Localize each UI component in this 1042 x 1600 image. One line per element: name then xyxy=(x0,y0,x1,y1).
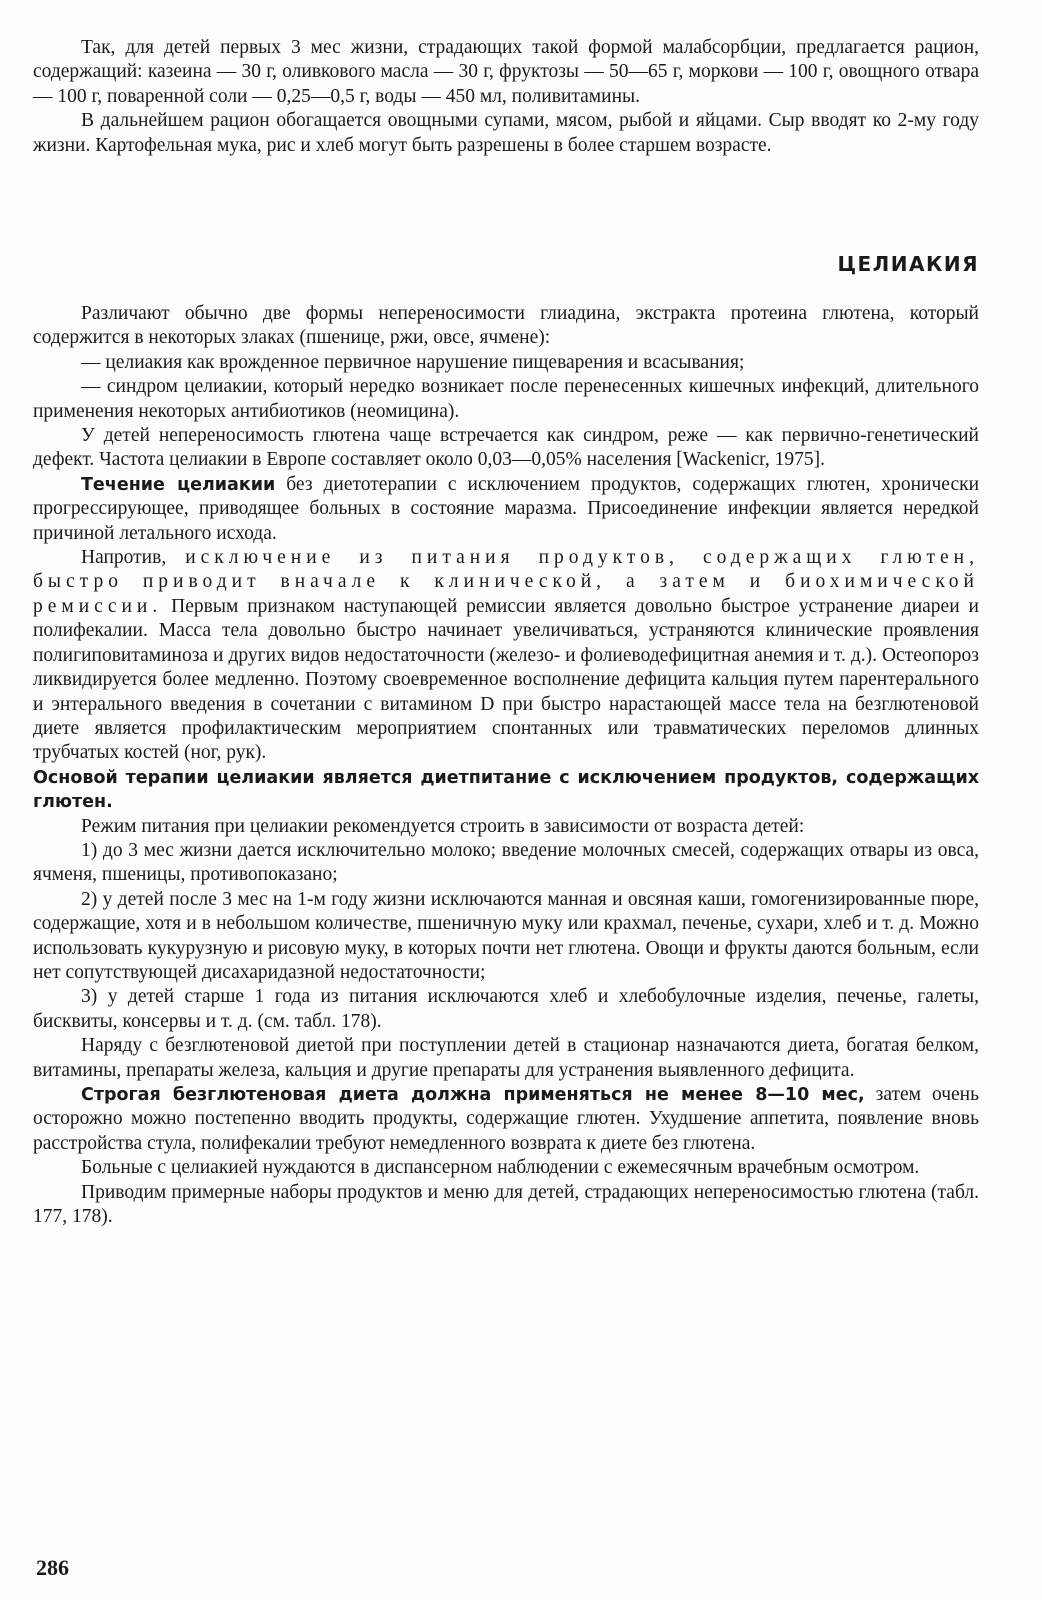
course-bold-lead: Течение целиакии xyxy=(81,474,276,495)
strict-diet-text: затем очень осторожно можно постепенно вводить продукты, содержащие глютен. Ухудшение аппетита, появление вновь расстройства стула, полифекалии требуют немедленного возврата к диете без глютена. xyxy=(33,1084,979,1154)
remission-text: Первым признаком наступающей ремиссии является довольно быстрое устранение диареи и полифекалии. Масса тела довольно быстро начинает увеличиваться, устраняются клинические проявления полигиповитаминоза и других видов недостаточности (железо- и фолиеводефицитная анемия и т. д.). Остеопороз ликвидируется более медленно. Поэтому своевременное восполнение дефицита кальция путем парентерального и энтерального введения в сочетании с витамином D при быстро нарастающей массе тела на безглютеновой диете является профилактическим мероприятием спонтанных или травматических переломов длинных трубчатых костей (ног, рук). xyxy=(33,595,979,764)
list-item-under-3-months: 1) до 3 мес жизни дается исключительно молоко; введение молочных смесей, содержащих отвары из овса, ячменя, пшеницы, противопоказано; xyxy=(33,839,979,886)
remission-lead: Напротив, xyxy=(81,547,186,569)
page-number: 286 xyxy=(36,1555,69,1580)
paragraph-strict-diet xyxy=(33,1083,979,1156)
paragraph-frequency: У детей непереносимость глютена чаще встречается как синдром, реже — как первично-генетический дефект. Частота целиакии в Европе составляет около 0,03—0,05% населения [Wackenicr, 1975]. xyxy=(33,425,979,471)
remission-emphasis: исключение из питания продуктов, содержащих глютен, быстро приводит вначале к клинической, а затем и биохимической ремиссии. xyxy=(33,547,979,617)
therapy-basis-bold: Основой терапии целиакии является диетпитание с исключением продуктов, содержащих глютен. xyxy=(33,767,979,813)
list-item-celiac-congenital: — целиакия как врожденное первичное нарушение пищеварения и всасывания; xyxy=(81,351,745,373)
intro-text-block xyxy=(33,36,979,158)
section-heading: ЦЕЛИАКИЯ xyxy=(837,252,979,276)
list-item-first-year: 2) у детей после 3 мес на 1-м году жизни исключаются манная и овсяная каши, гомогенизированные пюре, содержащие, хотя и в небольшом количестве, пшеничную муку или крахмал, печенье, сухари, хлеб и т. д. Можно использовать кукурузную и рисовую муку, в которых почти нет глютена. Овощи и фрукты даются больным, если нет сопутствующей дисахаридазной недостаточности; xyxy=(33,888,979,983)
paragraph-course xyxy=(33,473,979,546)
strict-diet-bold: Строгая безглютеновая диета должна применяться не менее 8—10 мес, xyxy=(81,1085,865,1105)
paragraph-tables-reference: Приводим примерные наборы продуктов и меню для детей, страдающих непереносимостью глютена (табл. 177, 178). xyxy=(33,1181,979,1228)
intro-paragraph-2: В дальнейшем рацион обогащается овощными супами, мясом, рыбой и яйцами. Сыр вводят ко 2-му году жизни. Картофельная мука, рис и хлеб могут быть разрешены в более старшем возрасте. xyxy=(33,110,979,156)
paragraph-hospital-diet: Наряду с безглютеновой диетой при поступлении детей в стационар назначаются диета, богатая белком, витамины, препараты железа, кальция и другие препараты для устранения выявленного дефицита. xyxy=(33,1035,979,1081)
intro-paragraph-1: Так, для детей первых 3 мес жизни, страдающих такой формой малабсорбции, предлагается рацион, содержащий: казеина — 30 г, оливкового масла — 30 г, фруктозы — 50—65 г, моркови — 100 г, овощного отвара — 100 г, поваренной соли — 0,25—0,5 г, воды — 450 мл, поливитамины. xyxy=(33,37,979,107)
section-text-block xyxy=(33,302,979,1229)
paragraph-forms: Различают обычно две формы непереносимости глиадина, экстракта протеина глютена, который содержится в некоторых злаках (пшенице, ржи, овсе, ячмене): xyxy=(33,303,979,349)
paragraph-dispensary: Больные с целиакией нуждаются в диспансерном наблюдении с ежемесячным врачебным осмотром. xyxy=(81,1157,920,1179)
paragraph-remission xyxy=(33,546,979,766)
paragraph-regime: Режим питания при целиакии рекомендуется строить в зависимости от возраста детей: xyxy=(81,815,805,837)
paragraph-therapy-basis xyxy=(33,766,979,815)
list-item-celiac-syndrome: — синдром целиакии, который нередко возникает после перенесенных кишечных инфекций, длительного применения некоторых антибиотиков (неомицина). xyxy=(33,376,979,422)
course-text: без диетотерапии с исключением продуктов, содержащих глютен, хронически прогрессирующее, приводящее больных в состояние маразма. Присоединение инфекции является нередкой причиной летального исхода. xyxy=(33,473,980,544)
list-item-over-1-year: 3) у детей старше 1 года из питания исключаются хлеб и хлебобулочные изделия, печенье, галеты, бисквиты, консервы и т. д. (см. табл. 178). xyxy=(33,986,979,1032)
